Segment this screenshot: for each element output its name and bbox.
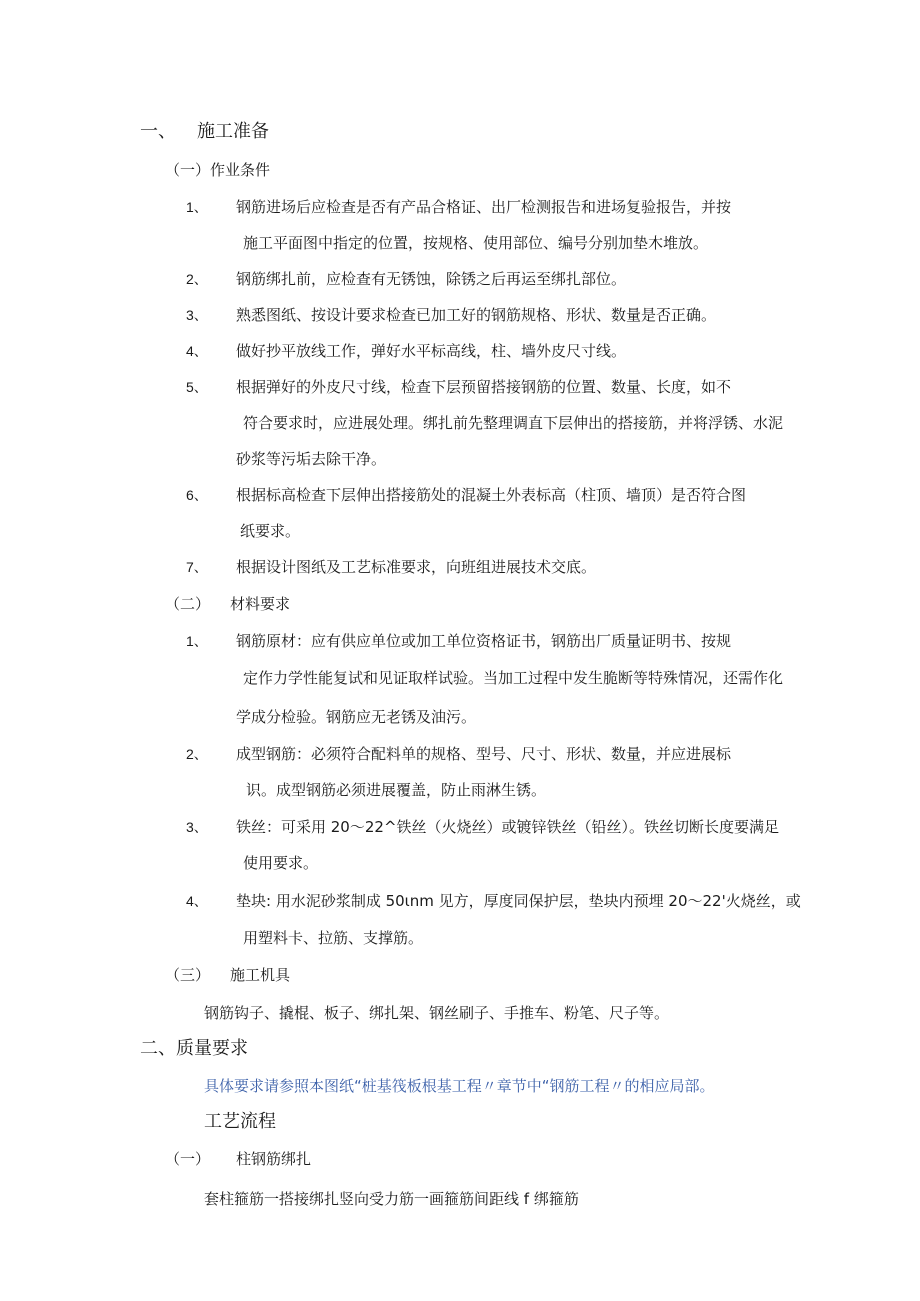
- item-text: 学成分检验。钢筋应无老锈及油污。: [236, 708, 477, 726]
- section-3-title: 工艺流程: [204, 1111, 276, 1132]
- item-number: 4、: [186, 343, 208, 359]
- item-text: 铁丝：可采用 20～22^铁丝（火烧丝）或镀锌铁丝（铅丝）。铁丝切断长度要满足: [236, 818, 780, 836]
- item-number: 4、: [186, 893, 208, 909]
- process-flow: 套柱箍筋一搭接绑扎竖向受力筋一画箍筋间距线 f 绑箍筋: [204, 1190, 579, 1208]
- item-text: 成型钢筋：必须符合配料单的规格、型号、尺寸、形状、数量，并应进展标: [236, 745, 732, 763]
- item-text: 施工平面图中指定的位置，按规格、使用部位、编号分别加垫木堆放。: [243, 234, 709, 252]
- item-number: 3、: [186, 307, 208, 323]
- item-text: 根据弹好的外皮尺寸线，检查下层预留搭接钢筋的位置、数量、长度，如不: [236, 378, 732, 396]
- item-number: 2、: [186, 746, 208, 762]
- item-number: 6、: [186, 487, 208, 503]
- quality-note: 具体要求请参照本图纸“桩基筏板根基工程〃章节中“钢筋工程〃的相应局部。: [204, 1077, 715, 1095]
- section-1-title: 施工准备: [197, 121, 269, 142]
- subsection-number: （三）: [165, 966, 211, 984]
- section-1-number: 一、: [140, 121, 176, 142]
- item-text: 钢筋进场后应检查是否有产品合格证、出厂检测报告和进场复验报告，并按: [236, 198, 732, 216]
- item-text: 根据标高检查下层伸出搭接筋处的混凝土外表标高（柱顶、墙顶）是否符合图: [236, 486, 747, 504]
- item-number: 7、: [186, 559, 208, 575]
- item-text: 钢筋绑扎前，应检查有无锈蚀，除锈之后再运至绑扎部位。: [236, 270, 627, 288]
- item-text: 使用要求。: [243, 854, 319, 872]
- item-number: 2、: [186, 271, 208, 287]
- tools-list: 钢筋钩子、撬棍、板子、绑扎架、钢丝刷子、手推车、粉笔、尺子等。: [204, 1004, 670, 1022]
- section-2-title: 二、质量要求: [140, 1038, 248, 1059]
- subsection-title: 施工机具: [230, 966, 291, 984]
- item-number: 1、: [186, 633, 208, 649]
- item-text: 砂浆等污垢去除干净。: [236, 450, 387, 468]
- subsection-title: 柱钢筋绑扎: [236, 1150, 312, 1168]
- item-text: 纸要求。: [240, 522, 301, 540]
- subsection-label: （一）作业条件: [165, 161, 271, 179]
- item-text: 根据设计图纸及工艺标准要求，向班组进展技术交底。: [236, 558, 597, 576]
- item-text: 定作力学性能复试和见证取样试验。当加工过程中发生脆断等特殊情况，还需作化: [243, 669, 784, 687]
- item-number: 1、: [186, 199, 208, 215]
- subsection-number: （一）: [165, 1150, 211, 1168]
- item-text: 符合要求时，应进展处理。绑扎前先整理调直下层伸出的搭接筋，并将浮锈、水泥: [243, 414, 784, 432]
- item-text: 识。成型钢筋必须进展覆盖，防止雨淋生锈。: [246, 781, 547, 799]
- item-text: 熟悉图纸、按设计要求检查已加工好的钢筋规格、形状、数量是否正确。: [236, 306, 717, 324]
- item-text: 做好抄平放线工作，弹好水平标高线，柱、墙外皮尺寸线。: [236, 342, 627, 360]
- item-text: 用塑料卡、拉筋、支撑筋。: [243, 929, 424, 947]
- subsection-title: 材料要求: [230, 595, 291, 613]
- item-text: 垫块: 用水泥砂浆制成 50ιnm 见方，厚度同保护层，垫块内预埋 20～22'火烧丝，或: [236, 892, 801, 910]
- item-number: 5、: [186, 379, 208, 395]
- item-number: 3、: [186, 819, 208, 835]
- subsection-number: （二）: [165, 595, 211, 613]
- item-text: 钢筋原材：应有供应单位或加工单位资格证书，钢筋出厂质量证明书、按规: [236, 632, 732, 650]
